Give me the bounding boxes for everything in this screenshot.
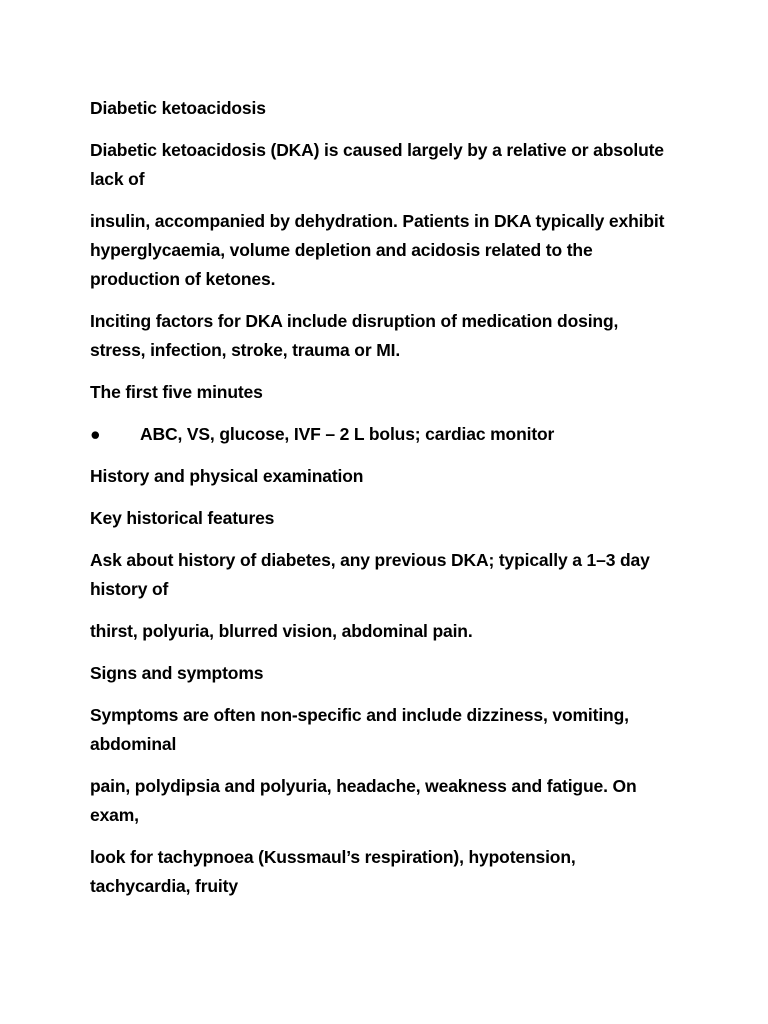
paragraph-dka-insulin: insulin, accompanied by dehydration. Patients in DKA typically exhibit hyperglycaemia, volume depletion and acidosis related to the production of ketones. [90,211,665,289]
bullet-text: ABC, VS, glucose, IVF – 2 L bolus; cardiac monitor [140,424,555,444]
document-title: Diabetic ketoacidosis [90,98,266,118]
bullet-item [90,420,678,449]
heading-signs-symptoms: Signs and symptoms [90,663,264,683]
heading-key-historical-features: Key historical features [90,508,275,528]
bullet-marker: ● [90,424,101,444]
heading-history-exam: History and physical examination [90,466,364,486]
paragraph-dka-definition: Diabetic ketoacidosis (DKA) is caused largely by a relative or absolute lack of [90,140,664,189]
paragraph-exam-findings: look for tachypnoea (Kussmaul’s respiration), hypotension, tachycardia, fruity [90,847,576,896]
paragraph-inciting-factors: Inciting factors for DKA include disruption of medication dosing, stress, infection, stroke, trauma or MI. [90,311,619,360]
paragraph-history-ask: Ask about history of diabetes, any previous DKA; typically a 1–3 day history of [90,550,650,599]
paragraph-symptoms-pain: pain, polydipsia and polyuria, headache, weakness and fatigue. On exam, [90,776,637,825]
heading-first-five-minutes: The first five minutes [90,382,263,402]
paragraph-history-symptoms: thirst, polyuria, blurred vision, abdominal pain. [90,621,473,641]
paragraph-symptoms-nonspecific: Symptoms are often non-specific and include dizziness, vomiting, abdominal [90,705,629,754]
